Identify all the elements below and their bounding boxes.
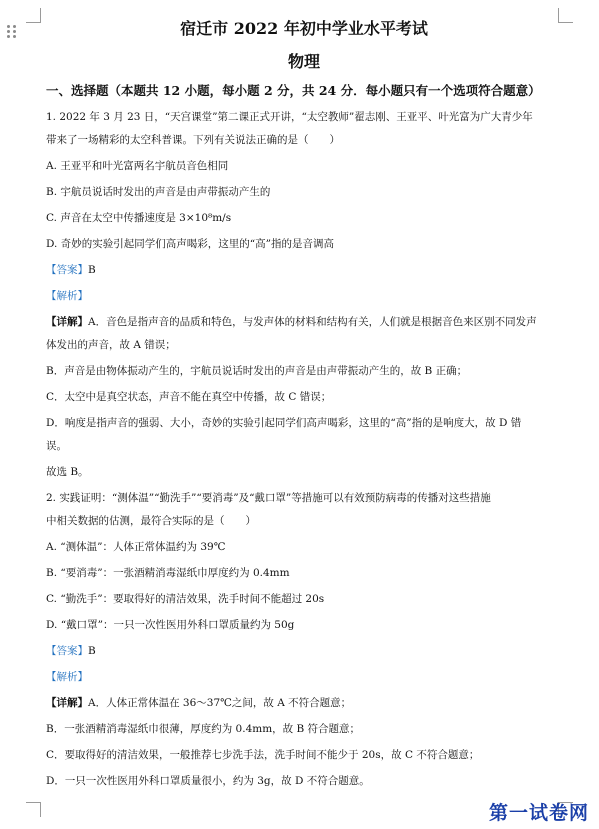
- exam-title: 宿迁市 2022 年初中学业水平考试: [180, 19, 428, 38]
- question-1: [46, 110, 562, 479]
- page-corner-mark-top-left: [26, 8, 41, 23]
- q1-detail-a-line-2: 体发出的声音，故 A 错误；: [46, 339, 176, 351]
- q1-option-b: B. 宇航员说话时发出的声音是由声带振动产生的: [46, 186, 271, 198]
- q1-stem-line-1: 1. 2022 年 3 月 23 日，“天宫课堂”第二课正式开讲，“太空教师”翟志刚、王亚平、叶光富为广大青少年: [46, 111, 533, 123]
- q2-detail-a: [46, 696, 562, 710]
- q2-detail-a-text: A．人体正常体温在 36～37℃之间，故 A 不符合题意；: [88, 697, 352, 709]
- drag-handle-icon[interactable]: [7, 25, 17, 39]
- q2-detail-tag: 【详解】: [46, 697, 88, 709]
- page-corner-mark-bottom-left: [26, 802, 41, 817]
- section-heading: 一、选择题（本题共 12 小题，每小题 2 分，共 24 分．每小题只有一个选项符合题意）: [46, 83, 541, 98]
- q1-answer-value: B: [88, 264, 96, 276]
- q2-analysis-tag: 【解析】: [46, 671, 88, 683]
- exam-subject: 物理: [287, 52, 320, 71]
- q1-option-a: A. 王亚平和叶光富两名宇航员音色相同: [46, 160, 229, 172]
- q1-stem-line-2: 带来了一场精彩的太空科普课。下列有关说法正确的是（ ）: [46, 134, 340, 146]
- q1-option-c: C. 声音在太空中传播速度是 3×10⁸m/s: [46, 212, 232, 224]
- q1-detail-d-line-2: 误。: [46, 440, 67, 452]
- q2-option-b: B. “要消毒”：一张酒精消毒湿纸巾厚度约为 0.4mm: [46, 567, 290, 579]
- q2-option-c: C. “勤洗手”：要取得好的清洁效果，洗手时间不能超过 20s: [46, 593, 325, 605]
- q1-detail-a-line-1: [46, 315, 562, 329]
- q2-answer: [46, 644, 562, 658]
- q2-detail-d: D．一只一次性医用外科口罩质量很小，约为 3g，故 D 不符合题意。: [46, 775, 370, 787]
- q1-conclusion: 故选 B。: [46, 466, 89, 478]
- q1-detail-a-text: A．音色是指声音的品质和特色，与发声体的材料和结构有关，人们就是根据音色来区别不同发声: [88, 316, 537, 328]
- q1-answer: [46, 263, 562, 277]
- q1-analysis-tag: 【解析】: [46, 290, 88, 302]
- q2-detail-c: C．要取得好的清洁效果，一般推荐七步洗手法，洗手时间不能少于 20s，故 C 不符合题意；: [46, 749, 480, 761]
- q2-option-a: A. “测体温”：人体正常体温约为 39℃: [46, 541, 226, 553]
- q2-detail-b: B．一张酒精消毒湿纸巾很薄，厚度约为 0.4mm，故 B 符合题意；: [46, 723, 361, 735]
- q1-detail-tag: 【详解】: [46, 316, 88, 328]
- q2-stem-line-2: 中相关数据的估测，最符合实际的是（ ）: [46, 515, 256, 527]
- q2-stem-line-1: 2. 实践证明：“测体温”“勤洗手”“要消毒”及“戴口罩”等措施可以有效预防病毒的传播对这些措施: [46, 492, 491, 504]
- q2-analysis: [46, 670, 562, 684]
- document-page: [46, 18, 562, 788]
- question-2: [46, 491, 562, 788]
- q2-answer-value: B: [88, 645, 96, 657]
- q1-answer-tag: 【答案】: [46, 264, 88, 276]
- site-watermark: 第一试卷网: [488, 802, 589, 824]
- q1-analysis: [46, 289, 562, 303]
- q1-option-d: D. 奇妙的实验引起同学们高声喝彩，这里的“高”指的是音调高: [46, 238, 334, 250]
- q1-detail-d-line-1: D．响度是指声音的强弱、大小，奇妙的实验引起同学们高声喝彩，这里的“高”指的是响度大，故 D 错: [46, 417, 522, 429]
- q2-option-d: D. “戴口罩”：一只一次性医用外科口罩质量约为 50g: [46, 619, 295, 631]
- q2-answer-tag: 【答案】: [46, 645, 88, 657]
- q1-detail-b: B．声音是由物体振动产生的，宇航员说话时发出的声音是由声带振动产生的，故 B 正确；: [46, 365, 468, 377]
- q1-detail-c: C．太空中是真空状态，声音不能在真空中传播，故 C 错误；: [46, 391, 332, 403]
